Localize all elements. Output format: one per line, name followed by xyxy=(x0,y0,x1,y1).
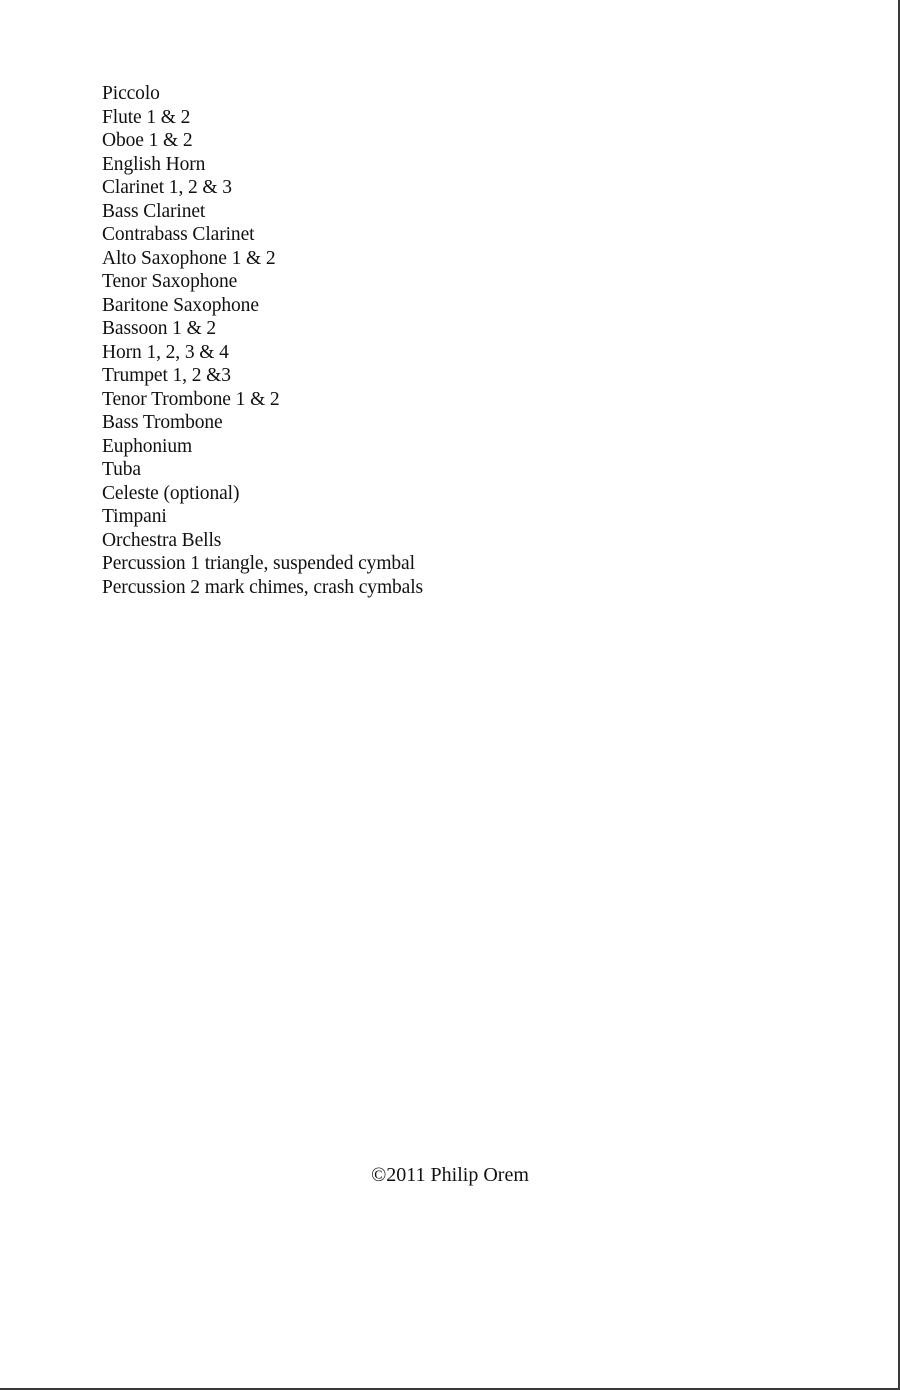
instrument-item: Oboe 1 & 2 xyxy=(102,130,193,151)
instrument-item: Tenor Trombone 1 & 2 xyxy=(102,388,280,410)
instrument-item: Contrabass Clarinet xyxy=(102,224,255,245)
instrument-item: Timpani xyxy=(102,506,167,527)
instrument-item: Tenor Saxophone xyxy=(102,271,238,292)
instrument-item: Trumpet 1, 2 &3 xyxy=(102,365,231,386)
instrument-item: Piccolo xyxy=(102,83,160,104)
instrument-item: Flute 1 & 2 xyxy=(102,106,191,128)
instrument-item: Alto Saxophone 1 & 2 xyxy=(102,247,276,269)
instrument-item: Percussion 1 triangle, suspended cymbal xyxy=(102,553,415,574)
instrument-item: Bass Clarinet xyxy=(102,200,206,222)
instrument-item: Clarinet 1, 2 & 3 xyxy=(102,177,232,198)
instrument-item: Percussion 2 mark chimes, crash cymbals xyxy=(102,576,424,598)
instrument-item: Orchestra Bells xyxy=(102,529,222,551)
instrument-item: Baritone Saxophone xyxy=(102,294,259,316)
instrument-item: Euphonium xyxy=(102,435,193,457)
instrumentation-list xyxy=(102,82,423,599)
instrument-item: Horn 1, 2, 3 & 4 xyxy=(102,341,229,363)
instrument-item: Tuba xyxy=(102,459,141,480)
instrument-item: Bass Trombone xyxy=(102,412,223,433)
instrument-item: Celeste (optional) xyxy=(102,482,240,504)
instrument-item: English Horn xyxy=(102,153,206,175)
instrument-item: Bassoon 1 & 2 xyxy=(102,318,217,339)
copyright-notice: ©2011 Philip Orem xyxy=(371,1164,529,1186)
